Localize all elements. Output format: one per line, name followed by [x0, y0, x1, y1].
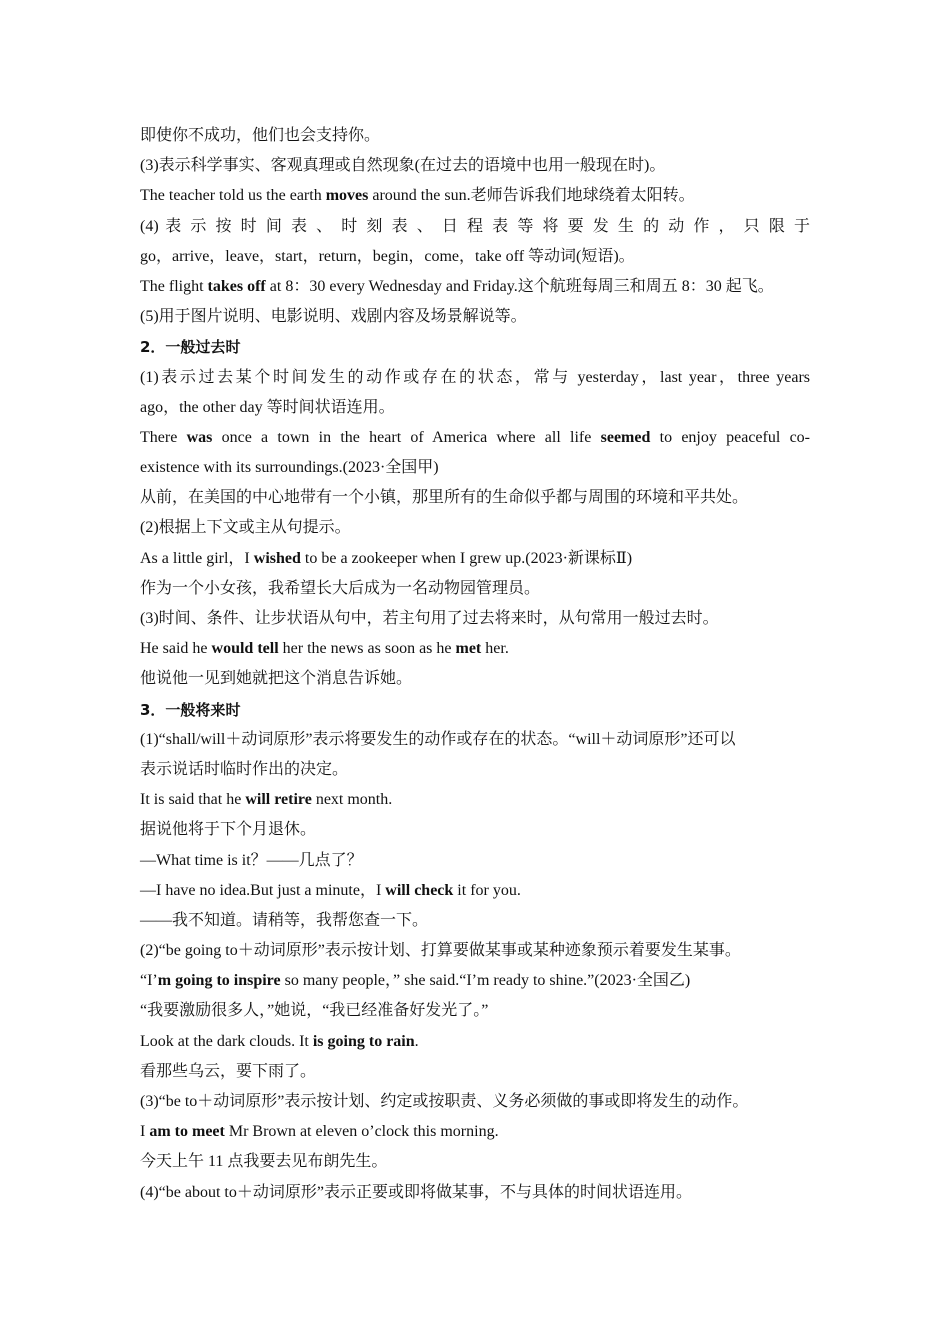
text-line: (1)“shall/will＋动词原形”表示将要发生的动作或存在的状态。“will＋动词原形”还可以: [140, 730, 736, 748]
example-sentence: I am to meet Mr Brown at eleven o’clock this morning.: [140, 1123, 499, 1141]
text-line: (1)表示过去某个时间发生的动作或存在的状态，常与 yesterday，last year，three years: [140, 368, 810, 386]
example-sentence: It is said that he will retire next month.: [140, 791, 393, 809]
translation-line: 从前，在美国的中心地带有一个小镇，那里所有的生命似乎都与周围的环境和平共处。: [140, 489, 749, 507]
text-line: (2)“be going to＋动词原形”表示按计划、打算要做某事或某种迹象预示着要发生某事。: [140, 942, 741, 960]
bold-verb: would tell: [211, 640, 279, 658]
translation-line: 作为一个小女孩，我希望长大后成为一名动物园管理员。: [140, 579, 541, 597]
text-line: (2)根据上下文或主从句提示。: [140, 519, 351, 537]
bold-verb: wished: [253, 549, 301, 567]
example-sentence: As a little girl，I wished to be a zookeeper when I grew up.(2023·新课标Ⅱ): [140, 549, 633, 567]
text-line: existence with its surroundings.(2023·全国甲): [140, 459, 439, 477]
bold-verb: am to meet: [149, 1123, 225, 1141]
section-heading: 3．一般将来时: [140, 700, 241, 719]
bold-verb: met: [455, 640, 482, 658]
bold-verb: will retire: [245, 791, 312, 809]
translation-line: 他说他一见到她就把这个消息告诉她。: [140, 670, 413, 688]
text-line: go，arrive，leave，start，return，begin，come，take off 等动词(短语)。: [140, 247, 635, 265]
text-line: (3)表示科学事实、客观真理或自然现象(在过去的语境中也用一般现在时)。: [140, 157, 666, 175]
section-heading: 2．一般过去时: [140, 338, 241, 357]
example-sentence: He said he would tell her the news as soon as he met her.: [140, 640, 509, 658]
translation-line: “我要激励很多人，”她说，“我已经准备好发光了。”: [140, 1002, 489, 1020]
example-sentence: Look at the dark clouds. It is going to rain.: [140, 1032, 419, 1050]
translation-line: ——我不知道。请稍等，我帮您查一下。: [140, 911, 429, 929]
text-line: (5)用于图片说明、电影说明、戏剧内容及场景解说等。: [140, 308, 527, 326]
translation-line: 今天上午 11 点我要去见布朗先生。: [140, 1153, 388, 1171]
bold-verb: takes off: [207, 277, 266, 295]
bold-verb: is going to rain: [312, 1032, 415, 1050]
bold-verb: will check: [385, 881, 454, 899]
text-line: ago，the other day 等时间状语连用。: [140, 398, 395, 416]
translation-line: 据说他将于下个月退休。: [140, 821, 317, 839]
document-page: [140, 121, 810, 1208]
example-sentence: The flight takes off at 8：30 every Wednesday and Friday.这个航班每周三和周五 8：30 起飞。: [140, 277, 774, 295]
text-line: (4)“be about to＋动词原形”表示正要或即将做某事，不与具体的时间状语连用。: [140, 1183, 692, 1201]
dialogue-line: —I have no idea.But just a minute，I will check it for you.: [140, 881, 521, 899]
example-sentence: There was once a town in the heart of America where all life seemed to enjoy peaceful co-: [140, 428, 810, 446]
text-line: (3)时间、条件、让步状语从句中，若主句用了过去将来时，从句常用一般过去时。: [140, 610, 719, 627]
text-line: 即使你不成功，他们也会支持你。: [140, 127, 381, 144]
example-sentence: The teacher told us the earth moves around the sun.老师告诉我们地球绕着太阳转。: [140, 187, 695, 205]
translation-line: 看那些乌云，要下雨了。: [140, 1062, 317, 1080]
bold-verb: m going to inspire: [157, 972, 281, 990]
text-line: (3)“be to＋动词原形”表示按计划、约定或按职责、义务必须做的事或即将发生的动作。: [140, 1093, 749, 1110]
bold-verb: seemed: [600, 428, 651, 446]
example-sentence: “I’m going to inspire so many people，” she said.“I’m ready to shine.”(2023·全国乙): [140, 972, 691, 990]
text-line: (4) 表 示 按 时 间 表 、 时 刻 表 、 日 程 表 等 将 要 发 生 的 动 作 ， 只 限 于: [140, 217, 810, 235]
text-line: 表示说话时临时作出的决定。: [140, 760, 349, 778]
dialogue-line: —What time is it？——几点了？: [140, 851, 363, 869]
bold-verb: moves: [325, 187, 369, 205]
bold-verb: was: [186, 428, 213, 446]
